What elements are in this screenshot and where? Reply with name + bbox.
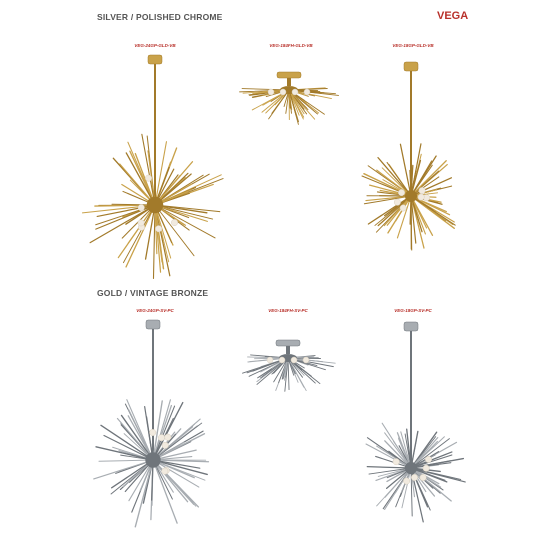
chandelier-graphic bbox=[350, 58, 472, 257]
brand-name: VEGA bbox=[437, 10, 469, 22]
spike bbox=[288, 358, 289, 390]
product-image-vega-18-gold bbox=[350, 58, 472, 257]
stem bbox=[286, 346, 290, 354]
bulb bbox=[419, 187, 425, 193]
sku-label: VEG-24GP-SV-PC bbox=[136, 308, 174, 313]
bulb bbox=[267, 357, 273, 363]
sku-label: VEG-18GP-SV-PC bbox=[394, 308, 432, 313]
bulb bbox=[162, 468, 168, 474]
spike bbox=[378, 158, 411, 196]
bulb bbox=[138, 204, 144, 210]
stem bbox=[287, 78, 291, 86]
canopy bbox=[404, 62, 418, 71]
bulb bbox=[425, 456, 431, 462]
product-image-vega-flush-silver bbox=[234, 313, 342, 421]
bulb bbox=[165, 434, 171, 440]
chandelier-graphic bbox=[74, 51, 236, 286]
canopy bbox=[276, 340, 300, 346]
product-image-vega-24-silver bbox=[77, 316, 229, 536]
bulb bbox=[291, 357, 297, 363]
canopy bbox=[404, 322, 418, 331]
bulb bbox=[162, 442, 168, 448]
bulb bbox=[155, 226, 161, 232]
section-title-gold: GOLD / VINTAGE BRONZE bbox=[97, 288, 209, 298]
center-hub bbox=[405, 190, 417, 202]
spike bbox=[367, 467, 411, 468]
canopy bbox=[146, 320, 160, 329]
bulb bbox=[411, 474, 417, 480]
bulb bbox=[303, 357, 309, 363]
chandelier-graphic bbox=[77, 316, 229, 536]
center-hub bbox=[147, 197, 164, 214]
chandelier-graphic bbox=[349, 318, 473, 530]
sku-label: VEG-24GP-GLD-VB bbox=[134, 43, 176, 48]
bulb bbox=[400, 205, 406, 211]
bulb bbox=[150, 429, 156, 435]
center-hub bbox=[405, 462, 417, 474]
sku-label: VEG-18GP-GLD-VB bbox=[392, 43, 434, 48]
bulb bbox=[393, 458, 399, 464]
bulb bbox=[158, 434, 164, 440]
product-image-vega-18-silver bbox=[349, 318, 473, 530]
bulb bbox=[398, 189, 404, 195]
bulb bbox=[394, 199, 400, 205]
bulb bbox=[171, 219, 177, 225]
bulb bbox=[423, 465, 429, 471]
bulb bbox=[420, 474, 426, 480]
bulb bbox=[304, 89, 310, 95]
bulb bbox=[268, 89, 274, 95]
bulb bbox=[292, 89, 298, 95]
canopy bbox=[277, 72, 301, 78]
bulb bbox=[280, 89, 286, 95]
sku-label: VEG-184FH-GLD-VB bbox=[269, 43, 313, 48]
product-image-vega-flush-gold bbox=[235, 43, 343, 151]
sku-label: VEG-184FH-SV-PC bbox=[268, 308, 308, 313]
bulb bbox=[138, 220, 144, 226]
chandelier-graphic bbox=[234, 313, 342, 421]
chandelier-graphic bbox=[235, 43, 343, 151]
bulb bbox=[403, 478, 409, 484]
spike bbox=[99, 460, 153, 461]
section-title-silver: SILVER / POLISHED CHROME bbox=[97, 12, 223, 22]
product-image-vega-24-gold bbox=[74, 51, 236, 286]
bulb bbox=[279, 357, 285, 363]
bulb bbox=[418, 194, 424, 200]
center-hub bbox=[145, 452, 160, 467]
canopy bbox=[148, 55, 162, 64]
bulb bbox=[145, 175, 151, 181]
